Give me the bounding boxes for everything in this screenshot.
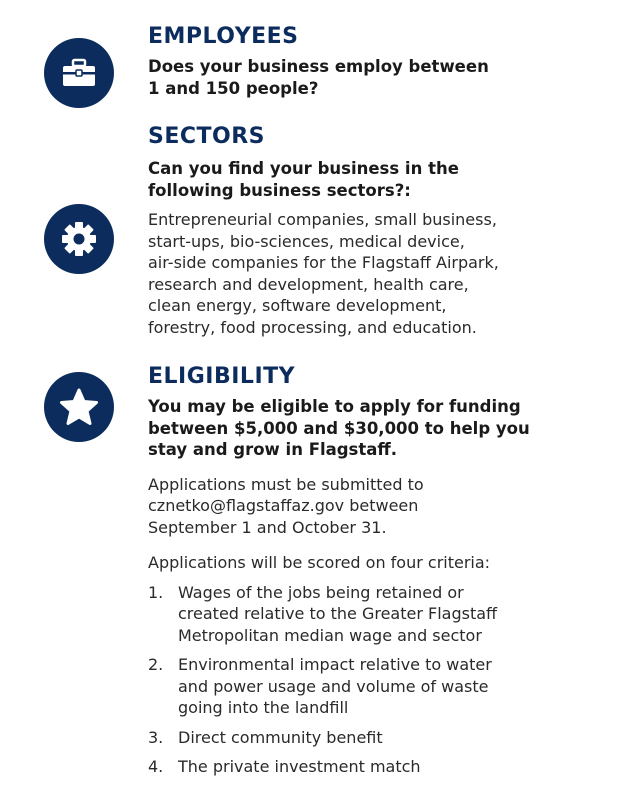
sectors-section [148,124,603,338]
criteria-text-line: Direct community benefit [178,727,383,747]
eligibility-question-line-1: You may be eligible to apply for funding [148,397,521,416]
eligibility-question-line-3: stay and grow in Flagstaff. [148,440,398,459]
submission-line-2: cznetko@flagstaffaz.gov between [148,496,419,515]
sectors-text-line-4: research and development, health care, [148,274,469,294]
eligibility-question-line-2: between $5,000 and $30,000 to help you [148,418,530,438]
criteria-text-line: and power usage and volume of waste [178,676,489,696]
criteria-text [178,756,603,778]
employees-section [148,24,603,99]
criteria-text [178,582,603,647]
briefcase-icon-badge [44,38,114,108]
criteria-list [148,582,603,778]
criteria-text-line: created relative to the Greater Flagstaff [178,604,498,623]
sectors-heading: SECTORS [148,124,266,149]
sectors-text-line-3: air-side companies for the Flagstaff Airpark, [148,253,499,272]
criteria-text-line: Wages of the jobs being retained or [178,582,464,602]
briefcase-icon [61,58,97,88]
criteria-text-line: Metropolitan median wage and sector [178,625,482,645]
criteria-item [148,654,603,719]
criteria-number: 4. [148,757,164,776]
employees-question-line-1: Does your business employ between [148,57,489,76]
criteria-text [178,654,603,719]
star-icon [59,387,99,427]
submission-line-1: Applications must be submitted to [148,474,424,494]
sectors-text-line-1: Entrepreneurial companies, small business, [148,210,497,229]
eligibility-section [148,364,603,786]
sectors-text-line-5: clean energy, software development, [148,296,447,315]
criteria-text-line: going into the landfill [178,698,349,717]
criteria-text [178,727,603,749]
sectors-question-line-1: Can you find your business in the [148,159,459,178]
submission-line-3: September 1 and October 31. [148,517,387,537]
sectors-text-line-6: forestry, food processing, and education. [148,317,477,337]
sectors-text-line-2: start-ups, bio-sciences, medical device, [148,231,465,251]
star-icon-badge [44,372,114,442]
criteria-text-line: The private investment match [178,757,421,776]
criteria-text-line: Environmental impact relative to water [178,655,492,674]
criteria-number: 3. [148,727,164,747]
criteria-number: 2. [148,655,164,674]
employees-question-line-2: 1 and 150 people? [148,78,319,98]
criteria-item [148,756,603,778]
criteria-item [148,582,603,647]
sectors-question-line-2: following business sectors?: [148,180,411,200]
gear-icon-badge [44,204,114,274]
employees-heading: EMPLOYEES [148,24,299,49]
criteria-number: 1. [148,582,164,602]
gear-icon [60,220,98,258]
criteria-intro: Applications will be scored on four criteria: [148,553,491,572]
criteria-item [148,727,603,749]
eligibility-heading: ELIGIBILITY [148,364,296,389]
